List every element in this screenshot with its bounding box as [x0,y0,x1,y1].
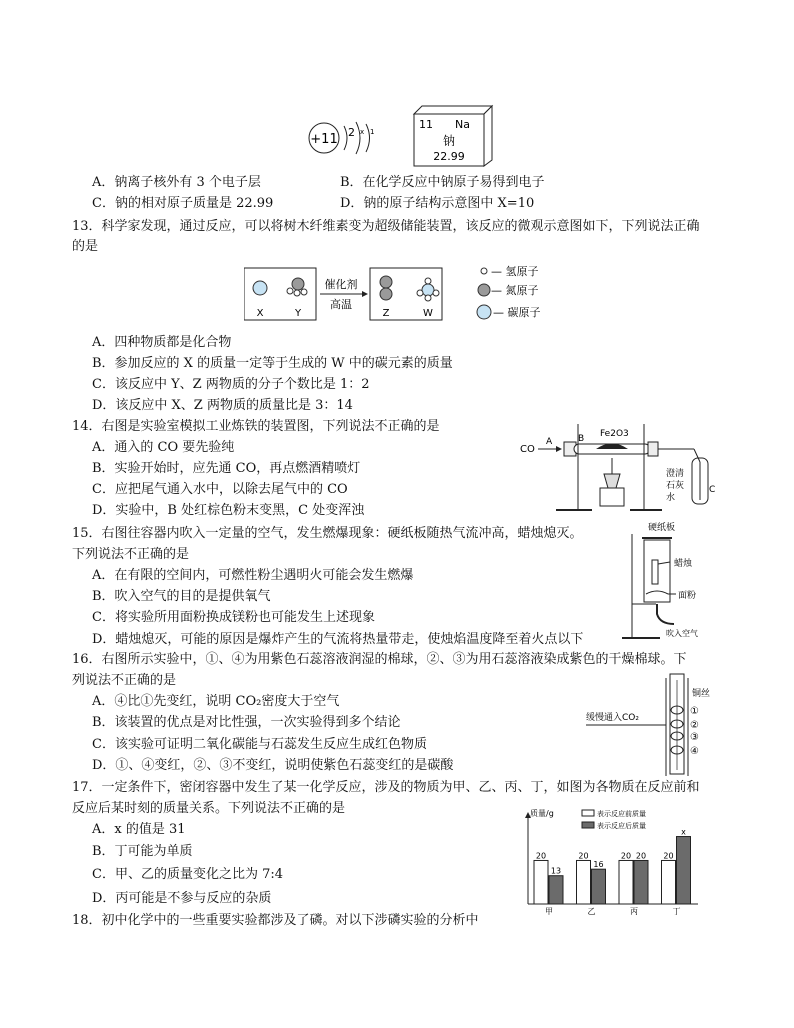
shell3-count: 1 [370,128,375,136]
legend-swatch-after [582,822,594,828]
bar-before-1 [577,860,591,904]
q15-option-a: A．在有限的空间内，可燃性粉尘遇明火可能会发生燃爆 [92,568,414,583]
shell-arc-2 [356,122,360,154]
q15-option-d: D．蜡烛熄灭，可能的原因是爆炸产生的气流将热量带走，使烛焰温度降至着火点以下 [92,632,584,647]
condition-label: 高温 [330,298,352,311]
shell1-count: 2 [348,126,355,139]
bar-label-before-0: 20 [535,851,547,861]
q15-stem-line1: 15．右图往容器内吹入一定量的空气，发生燃爆现象：硬纸板随热气流冲高，蜡烛熄灭。 [72,526,583,541]
q15-stem-line2: 下列说法不正确的是 [72,547,190,562]
iron-smelting-apparatus [516,418,722,514]
legend-label-before: 表示反应前质量 [597,810,646,818]
q17-option-c: C．甲、乙的质量变化之比为 7:4 [92,867,284,882]
q16-option-b: B．该装置的优点是对比性强，一次实验得到多个结论 [92,715,401,730]
bar-after-2 [634,860,648,904]
category-label-3: 丁 [672,907,681,916]
bar-after-1 [592,869,606,904]
bar-label-before-2: 20 [620,851,632,861]
bar-label-before-3: 20 [663,851,674,861]
element-cell-figure [412,104,494,168]
q18-stem: 18．初中化学中的一些重要实验都涉及了磷。对以下涉磷实验的分析中 [72,913,479,928]
nitrogen-atom [292,278,304,290]
q12-option-b: B．在化学反应中钠原子易得到电子 [340,175,545,190]
co2-litmus-apparatus [584,670,714,780]
point-a-label: A [546,437,553,447]
q14-option-d: D．实验中，B 处红棕色粉末变黑，C 处变浑浊 [92,503,365,518]
ball-2-label: ② [690,720,699,731]
q13-option-a: A．四种物质都是化合物 [92,335,232,350]
point-b-label: B [578,434,585,444]
mass-bar-chart-svg [512,806,702,918]
q12-option-a: A．钠离子核外有 3 个电子层 [92,175,261,190]
category-label-1: 乙 [587,907,596,916]
limewater-label-2: 石灰 [666,481,685,491]
element-symbol: Na [455,118,470,131]
bar-after-3 [677,837,691,904]
q16-option-c: C．该实验可证明二氧化碳能与石蕊发生反应生成红色物质 [92,737,427,752]
q17-option-d: D．丙可能是不参与反应的杂质 [92,891,272,906]
legend-carbon: — 碳原子 [493,306,541,319]
element-mass: 22.99 [433,150,465,163]
shell2-count: x [360,128,365,136]
label-w: W [423,308,433,319]
dust-explosion-apparatus [620,520,720,644]
q14-option-a: A．通入的 CO 要先验纯 [92,440,235,455]
q13-option-c: C．该反应中 Y、Z 两物质的分子个数比是 1：2 [92,377,370,392]
label-z: Z [382,308,390,319]
bar-before-2 [619,860,633,904]
mass-bar-chart [512,806,702,918]
q13-stem-line2: 的是 [72,239,99,254]
legend-nitrogen: — 氮原子 [491,284,539,297]
shell-arc-1 [344,126,347,150]
element-cell-diagram [412,104,494,168]
atom-structure-diagram [300,112,410,164]
fe2o3-label: Fe2O3 [600,429,629,439]
q14-option-c: C．应把尾气通入水中，以除去尾气中的 CO [92,482,348,497]
candle-label: 蜡烛 [674,559,693,569]
q17-stem-line1: 17．一定条件下，密闭容器中发生了某一化学反应，涉及的物质为甲、乙、丙、丁，如图为各物质在反应前和 [72,780,700,795]
co-label: CO [520,444,535,455]
q17-stem-line2: 反应后某时刻的质量关系。下列说法不正确的是 [72,801,346,816]
q17-option-a: A．x 的值是 31 [92,822,186,837]
q17-option-b: B．丁可能为单质 [92,844,193,859]
q14-stem: 14．右图是实验室模拟工业炼铁的装置图，下列说法不正确的是 [72,419,440,434]
q12-option-c: C．钠的相对原子质量是 22.99 [92,196,274,211]
ball-3-label: ③ [690,732,699,743]
bar-before-3 [662,860,676,904]
bar-label-after-3: x [681,827,686,837]
bar-label-before-1: 20 [578,851,589,861]
q12-option-d: D．钠的原子结构示意图中 X=10 [340,196,535,211]
bar-after-0 [549,876,563,904]
bar-label-after-1: 16 [593,860,604,870]
q13-option-b: B．参加反应的 X 的质量一定等于生成的 W 中的碳元素的质量 [92,356,453,371]
limewater-label-1: 澄清 [666,469,685,479]
copper-label: 铜丝 [692,689,711,699]
q13-stem-line1: 13．科学家发现，通过反应，可以将树木纤维素变为超级储能装置，该反应的微观示意图如下，下列说法正确 [72,219,700,234]
point-c-label: C [709,485,716,495]
inlet-label: 缓慢通入CO₂ [586,713,639,723]
label-x: X [256,308,264,319]
board-label: 硬纸板 [648,523,676,533]
bar-label-after-2: 20 [635,851,647,861]
q16-option-d: D．①、④变红，②、③不变红，说明使紫色石蕊变红的是碳酸 [92,758,454,773]
element-number: 11 [419,118,433,131]
element-name: 钠 [442,134,456,148]
y-axis-label: 质量/g [530,809,554,818]
legend-hydrogen: — 氢原子 [491,265,539,278]
atom-structure-figure [300,112,410,164]
ball-4-label: ④ [690,746,699,757]
catalyst-label: 催化剂 [324,278,358,291]
reaction-micro-diagram [244,262,574,326]
label-y: Y [294,308,302,319]
bar-before-0 [534,860,548,904]
q14-option-b: B．实验开始时，应先通 CO，再点燃酒精喷灯 [92,461,361,476]
limewater-label-3: 水 [666,493,676,503]
carbon-atom [253,281,267,295]
legend-label-after: 表示反应后质量 [597,822,646,830]
ball-1-label: ① [690,706,699,717]
bar-label-after-0: 13 [550,866,562,876]
nucleus-label: +11 [310,132,338,147]
q13-option-d: D．该反应中 X、Z 两物质的质量比是 3：14 [92,398,353,413]
q16-option-a: A．④比①先变红，说明 CO₂密度大于空气 [92,694,340,709]
shell-arc-3 [366,124,370,152]
q16-stem-line2: 列说法不正确的是 [72,673,177,688]
legend-swatch-before [582,810,594,816]
q15-option-c: C．将实验所用面粉换成镁粉也可能发生上述现象 [92,610,375,625]
q16-stem-line1: 16．右图所示实验中，①、④为用紫色石蕊溶液润湿的棉球，②、③为用石蕊溶液染成紫色的干燥棉球。下 [72,652,687,667]
category-label-2: 丙 [630,907,638,916]
air-label: 吹入空气 [666,629,698,638]
flour-label: 面粉 [678,591,697,601]
category-label-0: 甲 [545,907,553,916]
q15-option-b: B．吹入空气的目的是提供氧气 [92,589,271,604]
